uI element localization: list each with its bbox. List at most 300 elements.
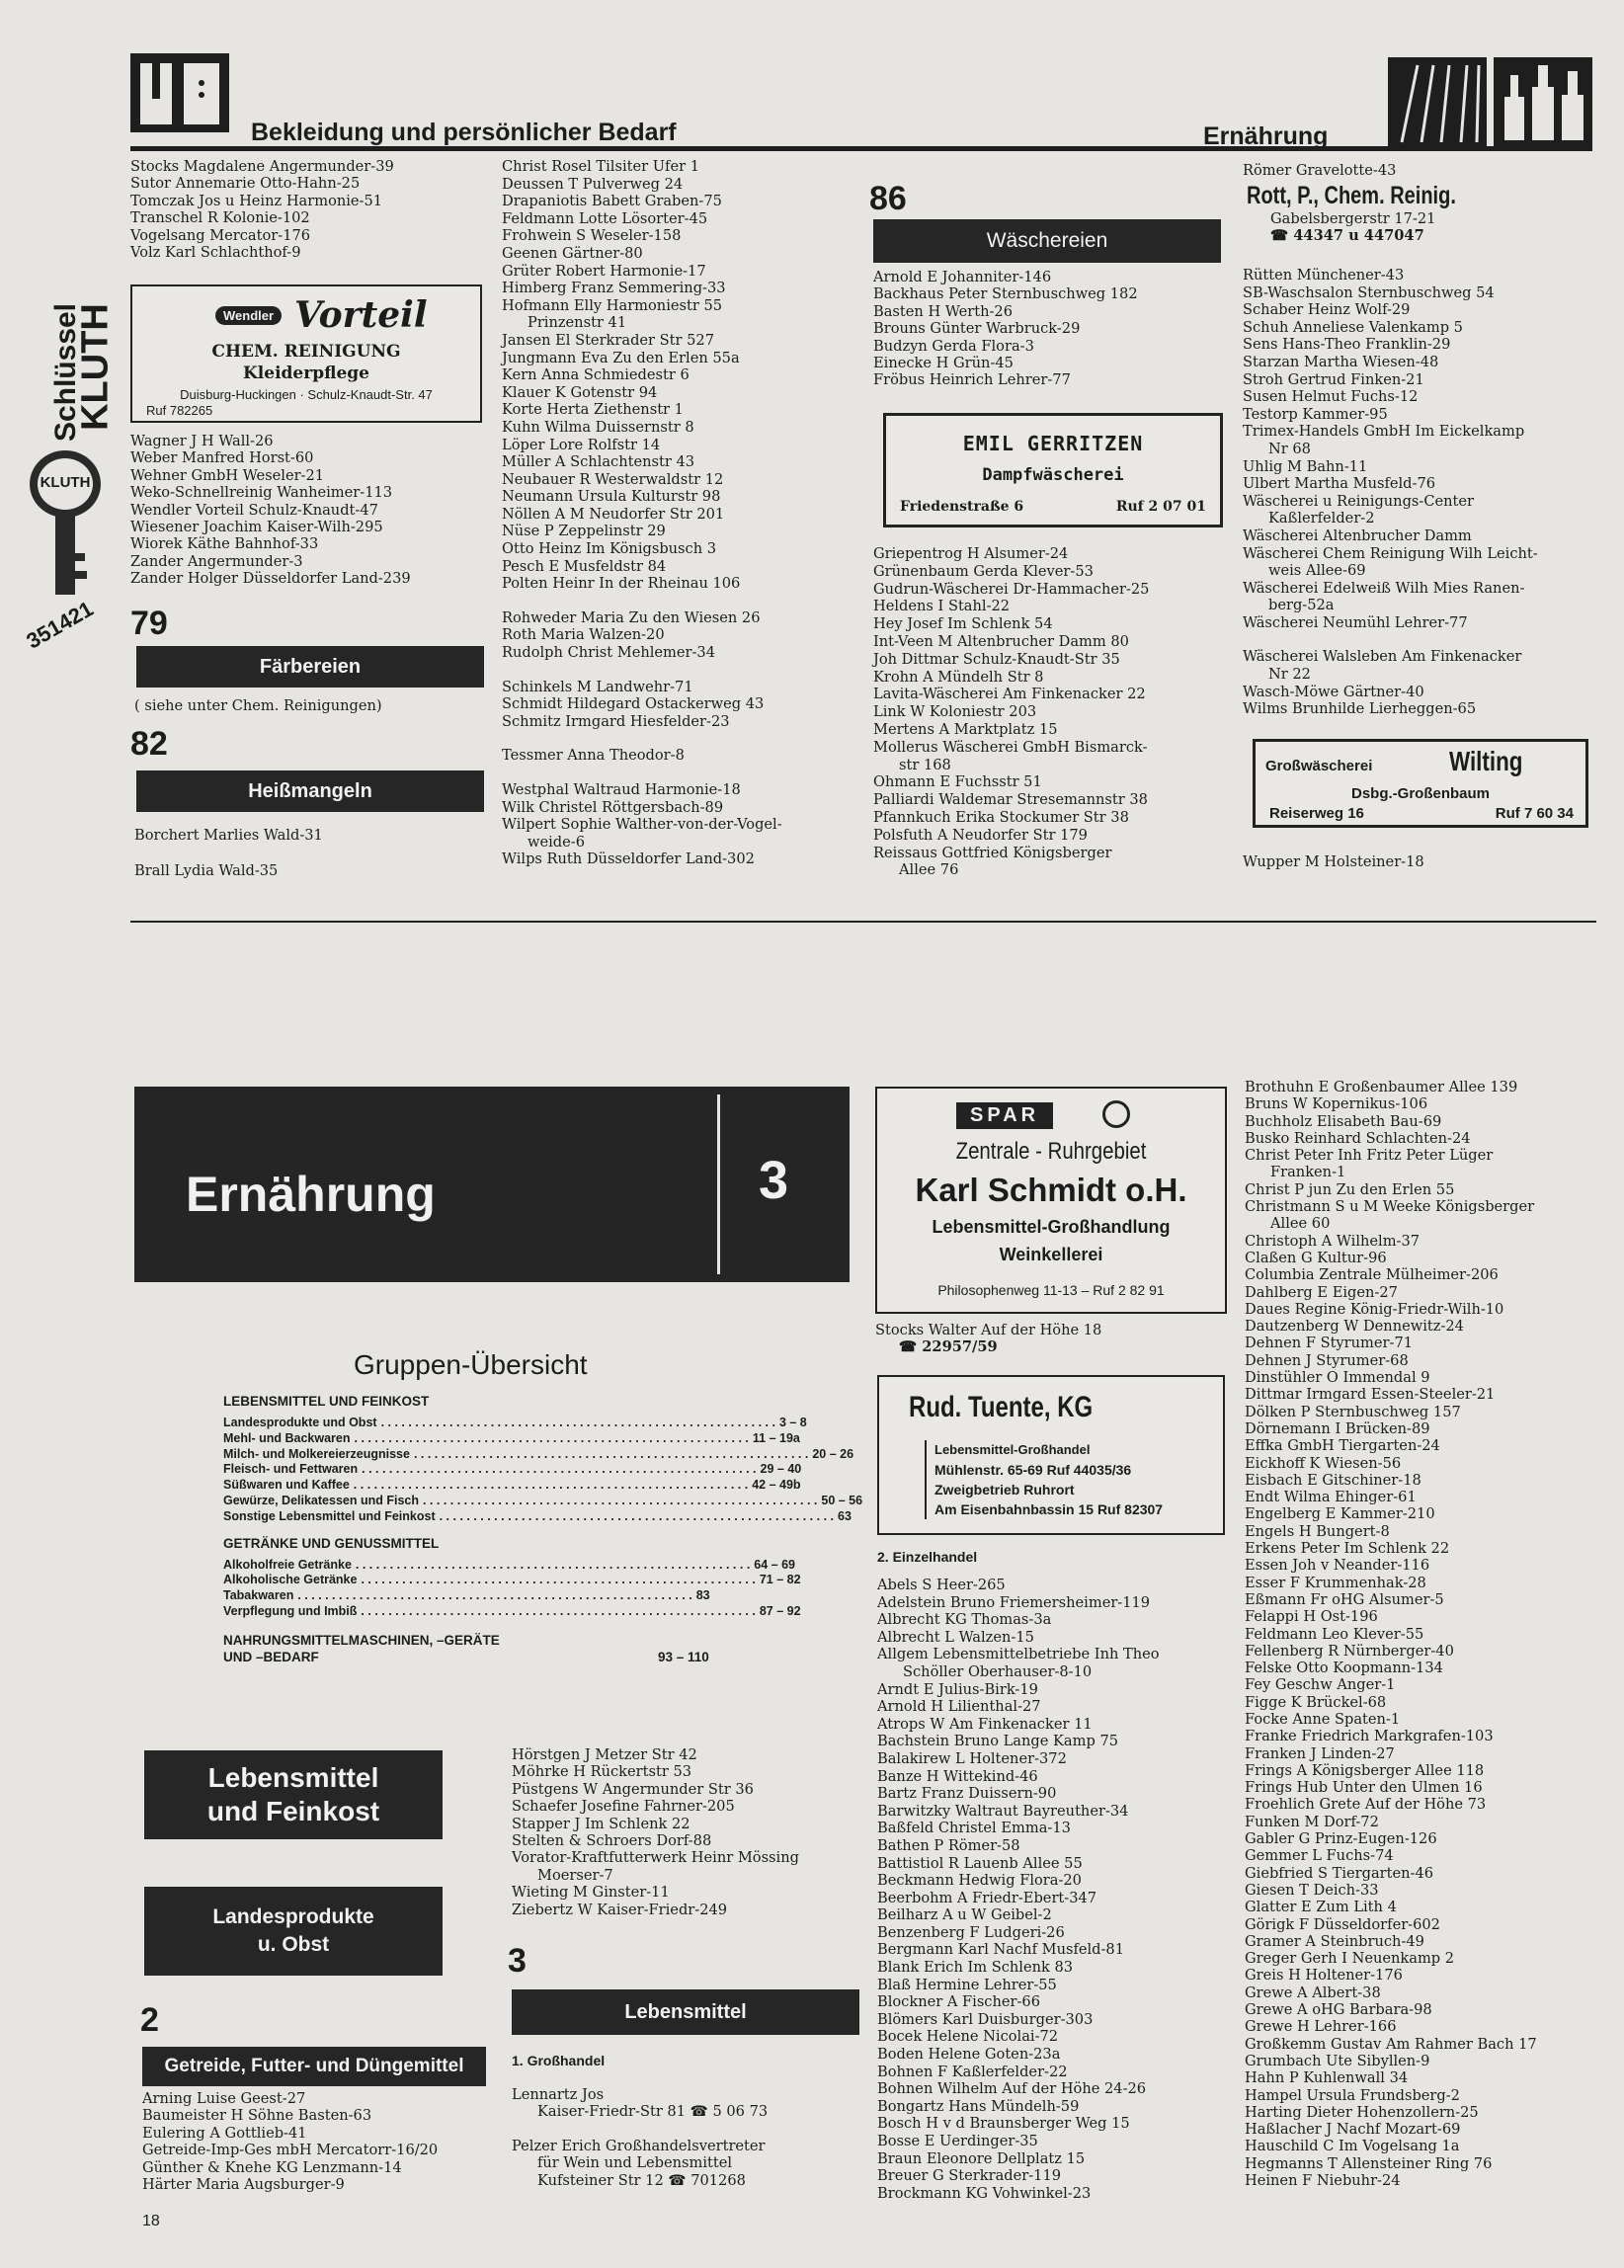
list-item: Allgem Lebensmittelbetriebe Inh Theo [877,1646,1160,1663]
list-item: Gudrun-Wäscherei Dr-Hammacher-25 [873,580,1150,598]
overview-label: Milch- und Molkereierzeugnisse [223,1446,410,1461]
list-item: Brothuhn E Großenbaumer Allee 139 [1245,1079,1518,1095]
list-item: Wilk Christel Röttgersbach-89 [502,798,724,816]
list-item: Geenen Gärtner-80 [502,244,643,262]
column-3b [873,545,1229,879]
list-item: Atrops W Am Finkenacker 11 [877,1715,1093,1733]
key-label: KLUTH [40,474,91,491]
list-item: Palliardi Waldemar Stresemannstr 38 [873,791,1148,809]
leader-dots: . . . . . . . . . . . . . . . . . . . . . . . . . . . . . . . . . . . . . . . . . . . . . . . . . . . . . . . . . . [353,1478,749,1493]
list-item: Backhaus Peter Sternbuschweg 182 [873,285,1138,303]
bottom-mid-list [512,1746,867,1918]
overview-label: Mehl- und Backwaren [223,1430,351,1445]
overview-range: 64 – 69 [754,1557,796,1572]
list-item: Fröbus Heinrich Lehrer-77 [873,371,1071,389]
list-item: Frings A Königsberger Allee 118 [1245,1761,1485,1779]
list-item: Figge K Brückel-68 [1245,1693,1387,1711]
list-item: Hofmann Elly Harmoniestr 55 [502,296,723,314]
bar-line: Lebensmittel [207,1762,379,1793]
list-item: Gramer A Steinbruch-49 [1245,1932,1424,1950]
leader-dots: . . . . . . . . . . . . . . . . . . . . . . . . . . . . . . . . . . . . . . . . . . . . . . . . . . . . . . . . . . [361,1573,756,1587]
list-item: Nr 22 [1268,666,1311,684]
leader-dots: . . . . . . . . . . . . . . . . . . . . . . . . . . . . . . . . . . . . . . . . . . . . . . . . . . . . . . . . . . [297,1588,692,1603]
list-item: Claßen G Kultur-96 [1245,1249,1387,1266]
overview-range: 50 – 56 [821,1493,863,1507]
list-item: Arndt E Julius-Birk-19 [877,1680,1038,1698]
leader-dots: . . . . . . . . . . . . . . . . . . . . . . . . . . . . . . . . . . . . . . . . . . . . . . . . . . . . . . . . . . [354,1430,749,1445]
list-item: Grewe H Lehrer-166 [1245,2018,1397,2036]
bar-landesprodukte [144,1887,443,1976]
ad-phone: Ruf 782265 [146,403,213,418]
list-item: Effka GmbH Tiergarten-24 [1245,1437,1440,1455]
ad-address: Duisburg-Huckingen · Schulz-Knaudt-Str. 47 [180,387,433,402]
list-item: Vogelsang Mercator-176 [130,226,311,244]
list-item: Barwitzky Waltraut Bayreuther-34 [877,1802,1129,1820]
header-left-title: Bekleidung und persönlicher Bedarf [251,119,677,146]
list-item: Lavita-Wäscherei Am Finkenacker 22 [873,686,1146,703]
list-item: Daues Regine König-Friedr-Wilh-10 [1245,1300,1504,1318]
section-number-82: 82 [130,725,168,763]
list-item: Wäscherei Walsleben Am Finkenacker [1243,648,1522,666]
list-item: Giebfried S Tiergarten-46 [1245,1864,1434,1882]
list-item: Susen Helmut Fuchs-12 [1243,388,1419,406]
chapter-banner [134,1087,850,1282]
list-item: Borchert Marlies Wald-31 [134,827,323,844]
list-item: Zander Holger Düsseldorfer Land-239 [130,570,411,588]
list-item: Wäscherei Neumühl Lehrer-77 [1243,613,1468,631]
list-item: Korte Herta Ziethenstr 1 [502,401,684,419]
list-item: Mollerus Wäscherei GmbH Bismarck- [873,738,1148,756]
tuente-l3: Zweigbetrieb Ruhrort [934,1482,1075,1498]
list-item: Rohweder Maria Zu den Wiesen 26 [502,608,761,626]
bottom-col4-list [1245,1079,1610,2189]
list-item: Hörstgen J Metzer Str 42 [512,1746,697,1763]
list-item: Funken M Dorf-72 [1245,1813,1379,1830]
list-item: Eßmann Fr oHG Alsumer-5 [1245,1590,1444,1608]
overview-range: 42 – 49b [752,1478,801,1493]
overview-range: 87 – 92 [759,1603,801,1618]
list-item: Bruns W Kopernikus-106 [1245,1095,1428,1113]
overview-row [223,1430,800,1447]
list-item: Beilharz A u W Geibel-2 [877,1906,1052,1924]
list-item: Wilms Brunhilde Lierheggen-65 [1243,700,1477,718]
overview-row [223,1462,802,1478]
ad-gerritzen-phone: Ruf 2 07 01 [1115,499,1206,515]
list-item: Getreide-Imp-Ges mbH Mercatorr-16/20 [142,2142,439,2159]
list-item: Großkemm Gustav Am Rahmer Bach 17 [1245,2035,1537,2053]
ad-wilting-label: Großwäscherei [1265,758,1373,774]
list-item: Arnold H Lilienthal-27 [877,1698,1041,1716]
ad-brand: Vorteil [294,294,428,336]
list-item: Rütten Münchener-43 [1243,267,1405,284]
overview-range: 83 [695,1588,710,1603]
list-item: Grüter Robert Harmonie-17 [502,262,706,280]
list-item: Görigk F Düsseldorfer-602 [1245,1915,1440,1933]
list-item: str 168 [899,756,951,773]
list-item: Christ Rosel Tilsiter Ufer 1 [502,158,699,175]
page-divider [130,921,1596,923]
list-item: Müller A Schlachtenstr 43 [502,453,695,471]
list-item: Weko-Schnellreinig Wanheimer-113 [130,484,393,502]
list-item: Neumann Ursula Kulturstr 98 [502,488,721,506]
overview-label: Süßwaren und Kaffee [223,1478,350,1493]
list-item: Möhrke H Rückertstr 53 [512,1763,692,1781]
list-item: Wagner J H Wall-26 [130,433,274,449]
list-item: Hahn P Kuhlenwall 34 [1245,2069,1409,2087]
list-item: Link W Koloniestr 203 [873,703,1037,721]
list-item: Wehner GmbH Weseler-21 [130,466,325,484]
list-item: Dittmar Irmgard Essen-Steeler-21 [1245,1386,1496,1404]
list-item: Blaß Hermine Lehrer-55 [877,1976,1057,1993]
bottles-grain-icon [1388,57,1592,146]
list-item: Prinzenstr 41 [528,314,627,332]
list-item: Löper Lore Rolfstr 14 [502,436,661,453]
list-item: Christ P jun Zu den Erlen 55 [1245,1180,1455,1198]
section-title-faerbereien: Färbereien [136,646,484,688]
bar-line: u. Obst [257,1933,330,1956]
list-item: Christmann S u M Weeke Königsberger [1245,1198,1535,1216]
list-item: Eickhoff K Wiesen-56 [1245,1454,1402,1472]
list-item: Dautzenberg W Dennewitz-24 [1245,1318,1464,1336]
group-heading: NAHRUNGSMITTELMASCHINEN, –GERÄTE [223,1632,500,1648]
list-item: Polten Heinr In der Rheinau 106 [502,575,741,593]
list-item: Kufsteiner Str 12 ☎ 701268 [537,2171,746,2189]
list-item: Pfannkuch Erika Stockumer Str 38 [873,808,1129,826]
list-item: Blömers Karl Duisburger-303 [877,2010,1094,2028]
tuente-l2: Mühlenstr. 65-69 Ruf 44035/36 [934,1462,1132,1478]
group-heading: LEBENSMITTEL UND FEINKOST [223,1394,430,1409]
column-4c [1243,853,1424,870]
spar-line3: Lebensmittel-Großhandlung [932,1217,1171,1237]
list-item: Abels S Heer-265 [877,1577,1006,1593]
spar-line1: Zentrale - Ruhrgebiet [955,1138,1147,1165]
section-title-lebensmittel: Lebensmittel [512,1989,859,2035]
overview-label: Gewürze, Delikatessen und Fisch [223,1493,419,1507]
ad-rott [1247,182,1583,245]
list-item: Joh Dittmar Schulz-Knaudt-Str 35 [873,650,1120,668]
overview-label: Tabakwaren [223,1588,294,1603]
list-item: Tessmer Anna Theodor-8 [502,747,685,765]
list-item: Harting Dieter Hohenzollern-25 [1245,2103,1479,2121]
list-item: Stocks Magdalene Angermunder-39 [130,158,394,175]
list-item: Bosse E Uerdinger-35 [877,2133,1038,2149]
overview-range: 20 – 26 [812,1446,854,1461]
spar-line5: Philosophenweg 11-13 – Ruf 2 82 91 [937,1282,1165,1298]
list-item: Nr 68 [1268,440,1311,457]
ad-rott-street: Gabelsbergerstr 17-21 [1270,210,1436,227]
list-item: Klauer K Gotenstr 94 [502,383,658,401]
ad-gerritzen-name: EMIL GERRITZEN [962,432,1144,455]
list-item: Blockner A Fischer-66 [877,1993,1040,2011]
list-item: Pelzer Erich Großhandelsvertreter [512,2137,766,2154]
list-item: Gemmer L Fuchs-74 [1245,1847,1394,1865]
overview-table [223,1393,863,1665]
list-item: Günther & Knehe KG Lenzmann-14 [142,2158,402,2176]
list-item: Eisbach E Gitschiner-18 [1245,1471,1421,1489]
side-ad [22,237,117,654]
list-item: Feldmann Leo Klever-55 [1245,1625,1424,1643]
ad-badge: Wendler [215,306,282,325]
list-item: Nöllen A M Neudorfer Str 201 [502,505,725,523]
list-item: Stocks Walter Auf der Höhe 18 [875,1322,1102,1338]
list-item: Brouns Günter Warbruck-29 [873,320,1081,338]
tuente-l4: Am Eisenbahnbassin 15 Ruf 82307 [934,1501,1164,1517]
col1-list [130,158,486,261]
list-item: Albrecht L Walzen-15 [877,1628,1034,1646]
list-item: Kaiser-Friedr-Str 81 ☎ 5 06 73 [537,2103,769,2121]
list-item: Greis H Holtener-176 [1245,1967,1403,1984]
list-item: Felske Otto Koopmann-134 [1245,1660,1443,1677]
list-item: Testorp Kammer-95 [1243,405,1388,423]
overview-title: Gruppen-Übersicht [354,1349,588,1380]
list-item: Zander Angermunder-3 [130,552,303,570]
tuente-l1: Lebensmittel-Großhandel [934,1442,1091,1457]
list-item: Kaßlerfelder-2 [1268,510,1375,527]
list-item: Engels H Bungert-8 [1245,1522,1390,1540]
list-item: Gabler G Prinz-Eugen-126 [1245,1830,1437,1848]
leader-dots: . . . . . . . . . . . . . . . . . . . . . . . . . . . . . . . . . . . . . . . . . . . . . . . . . . . . . . . . . . [439,1508,834,1523]
list-item: Felappi H Ost-196 [1245,1608,1378,1626]
ad-rott-name: Rott, P., Chem. Reinig. [1247,182,1456,209]
list-item: Dehnen F Styrumer-71 [1245,1335,1414,1352]
section-title-heissmangeln: Heißmangeln [136,770,484,812]
ad-line1: CHEM. REINIGUNG [211,342,401,362]
ad-wilting [1253,739,1588,828]
list-item: Beerbohm A Friedr-Ebert-347 [877,1889,1097,1906]
list-item: Wäscherei u Reinigungs-Center [1243,492,1475,510]
list-item: Braun Eleonore Dellplatz 15 [877,2149,1086,2167]
column-2 [502,158,857,868]
leader-dots: . . . . . . . . . . . . . . . . . . . . . . . . . . . . . . . . . . . . . . . . . . . . . . . . . . . . . . . . . . [361,1603,756,1618]
list-item: Banze H Wittekind-46 [877,1767,1038,1785]
section-title-waeschereien: Wäschereien [873,219,1221,263]
list-item: Engelberg E Kammer-210 [1245,1505,1435,1523]
einzelhandel-list [877,1577,1233,2202]
overview-row [223,1478,801,1494]
list-item: Breuer G Sterkrader-119 [877,2167,1062,2185]
list-item: Grumbach Ute Sibyllen-9 [1245,2052,1430,2069]
list-item: Wäscherei Chem Reinigung Wilh Leicht- [1243,544,1538,562]
list-item: Jansen El Sterkrader Str 527 [502,331,714,349]
list-item: Baßfeld Christel Emma-13 [877,1820,1071,1837]
list-item: weide-6 [528,833,585,850]
list-item: Haßlacher J Nachf Mozart-69 [1245,2121,1461,2139]
section-number-86: 86 [869,180,907,217]
ad-gerritzen-street: Friedenstraße 6 [900,499,1024,515]
page-number: 18 [142,2213,160,2229]
overview-row [223,1588,776,1604]
list-item: Bohnen F Kaßlerfelder-22 [877,2063,1068,2080]
list-item: Frings Hub Unter den Ulmen 16 [1245,1779,1483,1797]
section-number-2: 2 [140,2001,159,2039]
leader-dots: . . . . . . . . . . . . . . . . . . . . . . . . . . . . . . . . . . . . . . . . . . . . . . . . . . . . . . . . . . [362,1462,757,1477]
ad-wilting-phone: Ruf 7 60 34 [1495,805,1574,822]
list-item: Arnold E Johanniter-146 [873,269,1052,285]
list-item: Schuh Anneliese Valenkamp 5 [1243,318,1463,336]
list-item: Stroh Gertrud Finken-21 [1243,370,1424,388]
list-item: Dehnen J Styrumer-68 [1245,1351,1409,1369]
overview-label: Verpflegung und Imbiß [223,1603,358,1618]
list-item: Griepentrog H Alsumer-24 [873,545,1069,562]
ad-wilting-street: Reiserweg 16 [1269,805,1364,822]
leader-dots: . . . . . . . . . . . . . . . . . . . . . . . . . . . . . . . . . . . . . . . . . . . . . . . . . . . . . . . . . . [422,1493,818,1507]
overview-range: 3 – 8 [778,1416,807,1429]
list-item: Budzyn Gerda Flora-3 [873,337,1034,355]
overview-row [223,1603,801,1620]
list-item: Int-Veen M Altenbrucher Damm 80 [873,632,1129,650]
overview-row [223,1446,854,1463]
list-item: Giesen T Deich-33 [1245,1881,1379,1899]
list-item: Vorator-Kraftfutterwerk Heinr Mössing [512,1849,799,1867]
group-range: 93 – 110 [658,1649,709,1664]
overview-label: Fleisch- und Fettwaren [223,1462,359,1477]
list-item: Boden Helene Goten-23a [877,2046,1061,2064]
list-item: Dahlberg E Eigen-27 [1245,1283,1398,1301]
list-item: ☎ 22957/59 [899,1338,998,1356]
list-item: Rudolph Christ Mehlemer-34 [502,644,715,662]
column-4b [1243,267,1608,718]
ad-rud-tuente [877,1375,1225,1535]
list-item: Endt Wilma Ehinger-61 [1245,1489,1417,1506]
overview-range: 29 – 40 [760,1462,802,1477]
header-rule [130,146,1592,151]
list-item: Wilps Ruth Düsseldorfer Land-302 [502,850,755,868]
overview-row [223,1508,852,1525]
list-item: Römer Gravelotte-43 [1243,162,1397,179]
list-item: Pesch E Musfeldstr 84 [502,557,667,575]
ad-emil-gerritzen [883,413,1223,527]
list-item: Busko Reinhard Schlachten-24 [1245,1129,1471,1147]
section-number-3: 3 [508,1942,527,1980]
list-item: Neubauer R Westerwaldstr 12 [502,470,724,488]
list-item: Bartz Franz Duissern-90 [877,1785,1057,1803]
list-item: Wupper M Holsteiner-18 [1243,853,1424,870]
list-item: Buchholz Elisabeth Bau-69 [1245,1112,1442,1130]
list-item: Christ Peter Inh Fritz Peter Lüger [1245,1147,1494,1165]
list-item: Einecke H Grün-45 [873,355,1014,372]
list-item: Otto Heinz Im Königsbusch 3 [502,540,717,558]
list-item: Allee 76 [899,861,959,879]
list-item: Hauschild C Im Vogelsang 1a [1245,2138,1460,2155]
list-item: Hegmanns T Allensteiner Ring 76 [1245,2154,1493,2172]
list-item: Franken-1 [1270,1164,1346,1181]
list-item: Moerser-7 [537,1866,613,1884]
overview-label: Sonstige Lebensmittel und Feinkost [223,1508,436,1523]
list-item: Wilpert Sophie Walther-von-der-Vogel- [502,816,782,834]
list-item: Erkens Peter Im Schlenk 22 [1245,1540,1450,1558]
column-1 [130,158,486,261]
section-title-getreide: Getreide, Futter- und Düngemittel [142,2047,486,2086]
list-item: Eulering A Gottlieb-41 [142,2124,307,2142]
list-item: Weber Manfred Horst-60 [130,449,314,467]
list-item: SB-Waschsalon Sternbuschweg 54 [1243,284,1495,301]
list-item: Glatter E Zum Lith 4 [1245,1899,1397,1916]
ad-spar-karl-schmidt [875,1087,1227,1314]
list-item: Frohwein S Weseler-158 [502,227,682,245]
list-item: Schinkels M Landwehr-71 [502,678,693,695]
list-item: Westphal Waltraud Harmonie-18 [502,781,741,798]
list-item: Fey Geschw Anger-1 [1245,1676,1396,1694]
list-item: Wäscherei Altenbrucher Damm [1243,526,1472,544]
section-number-79: 79 [130,605,168,642]
ad-gerritzen-sub: Dampfwäscherei [982,465,1124,485]
list-item: Feldmann Lotte Lösorter-45 [502,209,708,227]
overview-range: 63 [838,1508,852,1523]
ad-line2: Kleiderpflege [243,364,369,383]
sub-heading-grosshandel: 1. Großhandel [512,2053,606,2068]
list-item: Lennartz Jos [512,2086,605,2103]
list-item: Grewe A Albert-38 [1245,1984,1381,2001]
group-heading: UND –BEDARF [223,1649,319,1664]
list-item: Roth Maria Walzen-20 [502,626,665,644]
list-item: Schöller Oberhauser-8-10 [903,1662,1093,1680]
list-item: Dölken P Sternbuschweg 157 [1245,1403,1461,1420]
list-item: Franke Friedrich Markgrafen-103 [1245,1728,1494,1745]
list-item: Esser F Krummenhak-28 [1245,1574,1426,1591]
bar-line: und Feinkost [206,1796,380,1826]
list-item: Beckmann Hedwig Flora-20 [877,1872,1082,1890]
list-item: Starzan Martha Wiesen-48 [1243,353,1439,370]
chapter-divider [717,1094,720,1274]
list-item: Grünenbaum Gerda Klever-53 [873,562,1094,580]
list-item: Wiorek Käthe Bahnhof-33 [130,535,319,553]
list-item: Ziebertz W Kaiser-Friedr-249 [512,1901,728,1918]
list-item: Hampel Ursula Frundsberg-2 [1245,2086,1460,2104]
header-right-title: Ernährung [1203,122,1329,150]
column-1b [130,433,486,588]
column-3 [873,269,1229,389]
chapter-title: Ernährung [186,1167,436,1222]
section-list-82 [134,818,323,889]
spar-line4: Weinkellerei [999,1245,1103,1264]
list-item: Bergmann Karl Nachf Musfeld-81 [877,1941,1125,1959]
list-item: Deussen T Pulverweg 24 [502,175,684,193]
column-4 [1243,162,1598,179]
overview-row [223,1557,796,1574]
overview-row [223,1416,807,1431]
list-item: Adelstein Bruno Friemersheimer-119 [877,1593,1151,1611]
list-item: Tomczak Jos u Heinz Harmonie-51 [130,192,383,209]
list-item: Ulbert Martha Musfeld-76 [1243,475,1436,493]
list-item: Sens Hans-Theo Franklin-29 [1243,336,1451,354]
list-item: Heldens I Stahl-22 [873,598,1011,615]
list-item: Krohn A Mündelh Str 8 [873,668,1044,686]
list-item: Nüse P Zeppelinstr 29 [502,523,666,540]
list-item: Trimex-Handels GmbH Im Eickelkamp [1243,423,1525,441]
list-item: Schmidt Hildegard Ostackerweg 43 [502,695,765,713]
list-item: Jungmann Eva Zu den Erlen 55a [502,349,740,366]
list-item: Schmitz Irmgard Hiesfelder-23 [502,712,730,730]
list-item: Dinstühler O Immendal 9 [1245,1369,1430,1387]
overview-range: 11 – 19a [752,1430,800,1445]
list-item: Albrecht KG Thomas-3a [877,1611,1052,1629]
list-item: Mertens A Marktplatz 15 [873,720,1058,738]
list-item: Ohmann E Fuchsstr 51 [873,773,1042,791]
list-item: Bohnen Wilhelm Auf der Höhe 24-26 [877,2080,1147,2098]
list-item: Stelten & Schroers Dorf-88 [512,1832,712,1850]
list-item: weis Allee-69 [1268,562,1366,580]
list-item: Wäscherei Edelweiß Wilh Mies Ranen- [1243,579,1525,597]
list-item: Wiesener Joachim Kaiser-Wilh-295 [130,519,383,536]
section-note-79: ( siehe unter Chem. Reinigungen) [134,697,382,714]
overview-label: Alkoholfreie Getränke [223,1557,352,1572]
side-ad-text-top: Schlüssel [49,302,82,443]
overview-label: Alkoholische Getränke [223,1573,358,1587]
list-item: Froehlich Grete Auf der Höhe 73 [1245,1796,1487,1814]
list-item: berg-52a [1268,597,1335,614]
list-item: Essen Joh v Neander-116 [1245,1557,1430,1575]
list-item: Stapper J Im Schlenk 22 [512,1815,690,1832]
